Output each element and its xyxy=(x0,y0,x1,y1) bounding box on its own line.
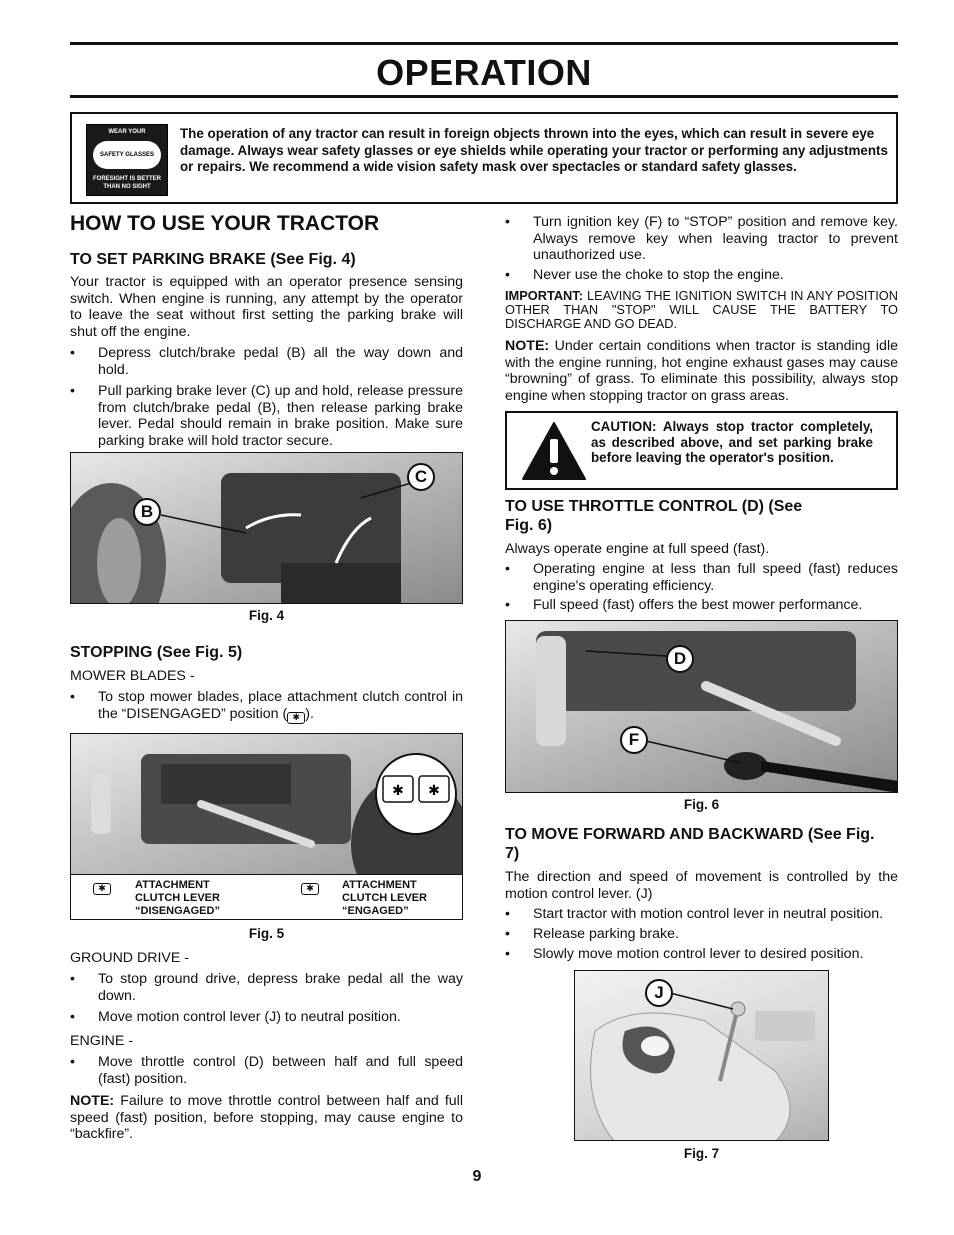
throttle-title: TO USE THROTTLE CONTROL (D) (See Fig. 6) xyxy=(505,498,803,534)
figure-6-throttle xyxy=(505,620,898,793)
callout-d: D xyxy=(666,645,694,673)
badge-mid-text: SAFETY GLASSES xyxy=(93,141,161,169)
list-item: • Slowly move motion control lever to desired position. xyxy=(505,946,864,962)
list-item: • To stop mower blades, place attachment clutch control in the “DISENGAGED” position ( ✱ ). xyxy=(70,689,463,722)
motion-lever-illustration xyxy=(575,971,829,1141)
list-item: • To stop ground drive, depress brake pedal all the way down. xyxy=(70,971,463,1004)
tractor-pedal-illustration xyxy=(71,453,463,604)
figure-6-caption: Fig. 6 xyxy=(683,797,720,812)
list-item: • Operating engine at less than full speed (fast) reduces engine's operating efficiency. xyxy=(505,561,898,594)
safety-glasses-icon xyxy=(86,124,168,196)
section-heading: HOW TO USE YOUR TRACTOR xyxy=(70,212,380,235)
mower-blades-label: MOWER BLADES - xyxy=(70,668,195,684)
important-notice: IMPORTANT: LEAVING THE IGNITION SWITCH IN ANY POSITION OTHER THAN "STOP" WILL CAUSE THE BATTERY TO DISCHARGE AND GO DEAD. xyxy=(505,288,898,331)
caution-text: CAUTION: Always stop tractor completely, as described above, and set parking brake before leaving the operator's position. xyxy=(591,419,873,465)
engaged-lever-icon: ✱ xyxy=(301,883,319,895)
page-number: 9 xyxy=(472,1168,482,1185)
badge-bottom-text: FORESIGHT IS BETTER THAN NO SIGHT xyxy=(92,176,161,190)
figure-4-caption: Fig. 4 xyxy=(248,608,285,623)
header-top-rule xyxy=(70,42,898,45)
figure-5-clutch-lever xyxy=(70,733,463,920)
figure-5-caption: Fig. 5 xyxy=(248,926,285,941)
list-item: • Never use the choke to stop the engine. xyxy=(505,267,784,283)
page-title: OPERATION xyxy=(376,52,592,93)
safety-warning-box xyxy=(70,112,898,204)
motion-title: TO MOVE FORWARD AND BACKWARD (See Fig. 7) xyxy=(505,826,875,862)
list-item: • Pull parking brake lever (C) up and hold, release pressure from clutch/brake pedal (B), then release parking brake lever. Pedal should remain in brake position. Make sure parking brake will hold tractor secure. xyxy=(70,383,463,449)
engine-label: ENGINE - xyxy=(70,1033,134,1049)
clutch-legend xyxy=(71,874,463,920)
disengaged-lever-icon: ✱ xyxy=(93,883,111,895)
throttle-illustration xyxy=(506,621,898,793)
svg-text:✱: ✱ xyxy=(428,783,440,799)
list-item: • Depress clutch/brake pedal (B) all the way down and hold. xyxy=(70,345,463,378)
warning-triangle-icon xyxy=(519,419,589,483)
header-bottom-rule xyxy=(70,95,898,98)
clutch-lever-illustration xyxy=(71,734,463,874)
badge-top-text: WEAR YOUR xyxy=(108,129,146,135)
figure-4-parking-brake xyxy=(70,452,463,604)
callout-f: F xyxy=(620,726,648,754)
caution-box xyxy=(505,411,898,490)
parking-brake-intro: Your tractor is equipped with an operator presence sensing switch. When engine is running, any attempt by the operator to leave the seat without first setting the parking brake will shut off the engine. xyxy=(70,274,463,340)
legend-engaged: ATTACHMENT CLUTCH LEVER “ENGAGED” xyxy=(342,879,427,917)
browning-note: NOTE: Under certain conditions when tractor is standing idle with the engine running, hot engine exhaust gases may cause “browning” of grass. To eliminate this possibility, always stop engine when stopping tractor on grass areas. xyxy=(505,338,898,404)
safety-warning-text: The operation of any tractor can result in foreign objects thrown into the eyes, which can result in severe eye damage. Always wear safety glasses or eye shields while operating your tractor or performing any adjustments or repairs. We recommend a wide vision safety mask over spectacles or standard safety glasses. xyxy=(180,126,888,174)
callout-b: B xyxy=(133,498,161,526)
list-item: • Turn ignition key (F) to “STOP” position and remove key. Always remove key when leaving tractor to prevent unauthorized use. xyxy=(505,214,898,263)
disengaged-lever-icon: ✱ xyxy=(287,712,305,724)
list-item: • Move throttle control (D) between half and full speed (fast) position. xyxy=(70,1054,463,1087)
figure-7-caption: Fig. 7 xyxy=(683,1146,720,1161)
stopping-title: STOPPING (See Fig. 5) xyxy=(70,644,243,661)
list-item: • Move motion control lever (J) to neutral position. xyxy=(70,1009,401,1025)
list-item: • Release parking brake. xyxy=(505,926,679,942)
backfire-note: NOTE: Failure to move throttle control between half and full speed (fast) position, before stopping, may cause engine to “backfire”. xyxy=(70,1093,463,1142)
callout-c: C xyxy=(407,463,435,491)
list-item: • Full speed (fast) offers the best mower performance. xyxy=(505,597,863,613)
throttle-intro: Always operate engine at full speed (fast). xyxy=(505,541,770,557)
ground-drive-label: GROUND DRIVE - xyxy=(70,950,190,966)
parking-brake-title: TO SET PARKING BRAKE (See Fig. 4) xyxy=(70,251,356,268)
motion-intro: The direction and speed of movement is controlled by the motion control lever. (J) xyxy=(505,869,898,902)
legend-disengaged: ATTACHMENT CLUTCH LEVER “DISENGAGED” xyxy=(135,879,220,917)
list-item: • Start tractor with motion control lever in neutral position. xyxy=(505,906,884,922)
svg-text:✱: ✱ xyxy=(392,783,404,799)
callout-j: J xyxy=(645,979,673,1007)
figure-7-motion-lever xyxy=(574,970,829,1141)
